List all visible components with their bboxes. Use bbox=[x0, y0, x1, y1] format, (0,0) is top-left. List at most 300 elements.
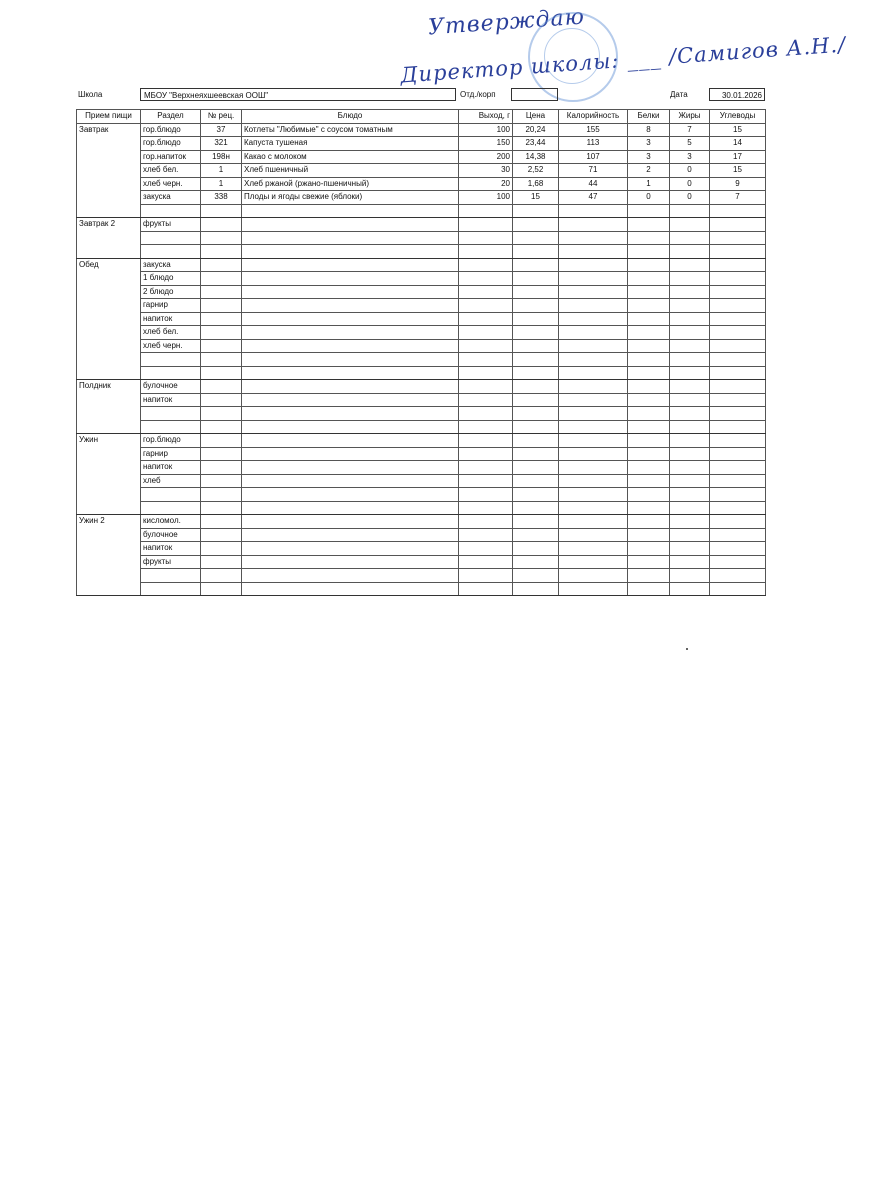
carbs-cell: 17 bbox=[710, 150, 766, 164]
recipe-cell bbox=[201, 447, 242, 461]
dish-cell: Какао с молоком bbox=[242, 150, 459, 164]
kcal-cell bbox=[559, 218, 628, 232]
price-cell bbox=[513, 501, 559, 515]
table-row bbox=[77, 164, 766, 178]
kcal-cell bbox=[559, 299, 628, 313]
kcal-cell bbox=[559, 474, 628, 488]
dish-cell bbox=[242, 407, 459, 421]
yield-cell bbox=[459, 285, 513, 299]
yield-cell bbox=[459, 272, 513, 286]
recipe-cell bbox=[201, 299, 242, 313]
section-cell: хлеб bbox=[141, 474, 201, 488]
yield-cell bbox=[459, 515, 513, 529]
stamp-inner-ring bbox=[544, 28, 600, 84]
kcal-cell: 47 bbox=[559, 191, 628, 205]
price-cell bbox=[513, 542, 559, 556]
kcal-cell bbox=[559, 447, 628, 461]
price-cell bbox=[513, 272, 559, 286]
recipe-cell bbox=[201, 285, 242, 299]
kcal-cell: 71 bbox=[559, 164, 628, 178]
recipe-cell bbox=[201, 353, 242, 367]
protein-cell bbox=[628, 420, 670, 434]
dish-cell bbox=[242, 447, 459, 461]
fat-cell bbox=[670, 515, 710, 529]
price-cell bbox=[513, 299, 559, 313]
dish-cell bbox=[242, 339, 459, 353]
recipe-cell bbox=[201, 474, 242, 488]
recipe-cell bbox=[201, 501, 242, 515]
protein-cell bbox=[628, 569, 670, 583]
price-cell: 2,52 bbox=[513, 164, 559, 178]
section-cell bbox=[141, 488, 201, 502]
recipe-cell bbox=[201, 420, 242, 434]
price-cell bbox=[513, 434, 559, 448]
recipe-cell: 338 bbox=[201, 191, 242, 205]
col-price: Цена bbox=[513, 110, 559, 124]
kcal-cell bbox=[559, 488, 628, 502]
recipe-cell bbox=[201, 204, 242, 218]
dish-cell bbox=[242, 285, 459, 299]
protein-cell bbox=[628, 218, 670, 232]
section-cell bbox=[141, 420, 201, 434]
carbs-cell bbox=[710, 420, 766, 434]
col-section: Раздел bbox=[141, 110, 201, 124]
table-row bbox=[77, 285, 766, 299]
kcal-cell bbox=[559, 326, 628, 340]
dish-cell: Хлеб пшеничный bbox=[242, 164, 459, 178]
recipe-cell bbox=[201, 488, 242, 502]
protein-cell bbox=[628, 326, 670, 340]
recipe-cell bbox=[201, 528, 242, 542]
section-cell: булочное bbox=[141, 528, 201, 542]
table-row bbox=[77, 231, 766, 245]
yield-cell bbox=[459, 366, 513, 380]
dish-cell bbox=[242, 582, 459, 596]
carbs-cell bbox=[710, 299, 766, 313]
carbs-cell bbox=[710, 542, 766, 556]
carbs-cell bbox=[710, 285, 766, 299]
price-cell: 23,44 bbox=[513, 137, 559, 151]
recipe-cell bbox=[201, 461, 242, 475]
fat-cell bbox=[670, 258, 710, 272]
dish-cell bbox=[242, 501, 459, 515]
dish-cell bbox=[242, 420, 459, 434]
table-row bbox=[77, 191, 766, 205]
fat-cell bbox=[670, 218, 710, 232]
recipe-cell bbox=[201, 245, 242, 259]
section-cell bbox=[141, 204, 201, 218]
carbs-cell bbox=[710, 461, 766, 475]
carbs-cell bbox=[710, 204, 766, 218]
fat-cell bbox=[670, 339, 710, 353]
protein-cell bbox=[628, 204, 670, 218]
meal-name-cell: Ужин bbox=[77, 434, 141, 515]
carbs-cell bbox=[710, 231, 766, 245]
price-cell bbox=[513, 218, 559, 232]
carbs-cell: 7 bbox=[710, 191, 766, 205]
recipe-cell: 1 bbox=[201, 164, 242, 178]
protein-cell: 1 bbox=[628, 177, 670, 191]
table-row bbox=[77, 204, 766, 218]
section-cell: фрукты bbox=[141, 218, 201, 232]
section-cell: 1 блюдо bbox=[141, 272, 201, 286]
recipe-cell bbox=[201, 312, 242, 326]
section-cell: хлеб черн. bbox=[141, 339, 201, 353]
fat-cell bbox=[670, 312, 710, 326]
table-row bbox=[77, 555, 766, 569]
yield-cell bbox=[459, 461, 513, 475]
yield-cell bbox=[459, 326, 513, 340]
yield-cell bbox=[459, 312, 513, 326]
kcal-cell bbox=[559, 393, 628, 407]
dish-cell: Котлеты "Любимые" с соусом томатным bbox=[242, 123, 459, 137]
fat-cell bbox=[670, 245, 710, 259]
dish-cell bbox=[242, 218, 459, 232]
dish-cell bbox=[242, 528, 459, 542]
kcal-cell bbox=[559, 231, 628, 245]
dept-field bbox=[511, 88, 558, 101]
table-row bbox=[77, 582, 766, 596]
section-cell bbox=[141, 569, 201, 583]
recipe-cell bbox=[201, 515, 242, 529]
table-row bbox=[77, 258, 766, 272]
section-cell: гор.блюдо bbox=[141, 137, 201, 151]
section-cell: напиток bbox=[141, 312, 201, 326]
table-row bbox=[77, 150, 766, 164]
price-cell bbox=[513, 582, 559, 596]
yield-cell bbox=[459, 339, 513, 353]
carbs-cell bbox=[710, 447, 766, 461]
carbs-cell bbox=[710, 353, 766, 367]
dish-cell bbox=[242, 258, 459, 272]
kcal-cell bbox=[559, 542, 628, 556]
table-row bbox=[77, 177, 766, 191]
carbs-cell bbox=[710, 312, 766, 326]
price-cell bbox=[513, 474, 559, 488]
price-cell bbox=[513, 447, 559, 461]
table-row bbox=[77, 339, 766, 353]
section-cell: хлеб черн. bbox=[141, 177, 201, 191]
protein-cell bbox=[628, 447, 670, 461]
price-cell bbox=[513, 231, 559, 245]
carbs-cell bbox=[710, 528, 766, 542]
dish-cell bbox=[242, 380, 459, 394]
recipe-cell bbox=[201, 380, 242, 394]
yield-cell bbox=[459, 407, 513, 421]
carbs-cell bbox=[710, 501, 766, 515]
kcal-cell bbox=[559, 353, 628, 367]
fat-cell bbox=[670, 380, 710, 394]
protein-cell bbox=[628, 434, 670, 448]
yield-cell bbox=[459, 380, 513, 394]
dish-cell bbox=[242, 434, 459, 448]
recipe-cell bbox=[201, 272, 242, 286]
yield-cell: 30 bbox=[459, 164, 513, 178]
kcal-cell: 155 bbox=[559, 123, 628, 137]
kcal-cell bbox=[559, 501, 628, 515]
carbs-cell: 15 bbox=[710, 164, 766, 178]
dish-cell bbox=[242, 326, 459, 340]
speck bbox=[686, 648, 688, 650]
kcal-cell bbox=[559, 555, 628, 569]
carbs-cell bbox=[710, 326, 766, 340]
protein-cell bbox=[628, 474, 670, 488]
meal-name-cell: Обед bbox=[77, 258, 141, 380]
dish-cell: Хлеб ржаной (ржано-пшеничный) bbox=[242, 177, 459, 191]
table-row bbox=[77, 326, 766, 340]
table-row bbox=[77, 366, 766, 380]
col-protein: Белки bbox=[628, 110, 670, 124]
kcal-cell bbox=[559, 204, 628, 218]
dish-cell: Капуста тушеная bbox=[242, 137, 459, 151]
recipe-cell bbox=[201, 569, 242, 583]
price-cell bbox=[513, 339, 559, 353]
yield-cell: 100 bbox=[459, 123, 513, 137]
yield-cell bbox=[459, 542, 513, 556]
kcal-cell bbox=[559, 366, 628, 380]
kcal-cell bbox=[559, 245, 628, 259]
fat-cell: 7 bbox=[670, 123, 710, 137]
fat-cell bbox=[670, 366, 710, 380]
kcal-cell: 44 bbox=[559, 177, 628, 191]
dish-cell bbox=[242, 366, 459, 380]
table-row bbox=[77, 353, 766, 367]
col-carbs: Углеводы bbox=[710, 110, 766, 124]
protein-cell bbox=[628, 461, 670, 475]
yield-cell: 100 bbox=[459, 191, 513, 205]
price-cell bbox=[513, 366, 559, 380]
section-cell: закуска bbox=[141, 258, 201, 272]
section-cell bbox=[141, 366, 201, 380]
protein-cell bbox=[628, 380, 670, 394]
carbs-cell bbox=[710, 488, 766, 502]
yield-cell bbox=[459, 555, 513, 569]
school-name-field: МБОУ "Верхнеяхшеевская ООШ" bbox=[140, 88, 456, 101]
kcal-cell bbox=[559, 285, 628, 299]
price-cell: 14,38 bbox=[513, 150, 559, 164]
carbs-cell: 15 bbox=[710, 123, 766, 137]
carbs-cell: 14 bbox=[710, 137, 766, 151]
fat-cell bbox=[670, 555, 710, 569]
recipe-cell bbox=[201, 393, 242, 407]
kcal-cell bbox=[559, 420, 628, 434]
dish-cell bbox=[242, 204, 459, 218]
carbs-cell bbox=[710, 434, 766, 448]
section-cell bbox=[141, 353, 201, 367]
fat-cell bbox=[670, 528, 710, 542]
price-cell bbox=[513, 461, 559, 475]
meal-name-cell: Полдник bbox=[77, 380, 141, 434]
kcal-cell bbox=[559, 528, 628, 542]
recipe-cell bbox=[201, 231, 242, 245]
price-cell bbox=[513, 393, 559, 407]
recipe-cell bbox=[201, 218, 242, 232]
protein-cell bbox=[628, 353, 670, 367]
recipe-cell bbox=[201, 326, 242, 340]
protein-cell: 8 bbox=[628, 123, 670, 137]
menu-table bbox=[76, 109, 766, 596]
price-cell bbox=[513, 312, 559, 326]
fat-cell bbox=[670, 542, 710, 556]
section-cell bbox=[141, 582, 201, 596]
dish-cell bbox=[242, 299, 459, 313]
kcal-cell bbox=[559, 434, 628, 448]
section-cell: гор.блюдо bbox=[141, 434, 201, 448]
carbs-cell bbox=[710, 258, 766, 272]
yield-cell bbox=[459, 204, 513, 218]
kcal-cell bbox=[559, 312, 628, 326]
table-row bbox=[77, 515, 766, 529]
table-row bbox=[77, 407, 766, 421]
table-row bbox=[77, 447, 766, 461]
fat-cell bbox=[670, 407, 710, 421]
table-row bbox=[77, 123, 766, 137]
yield-cell bbox=[459, 488, 513, 502]
yield-cell bbox=[459, 231, 513, 245]
protein-cell bbox=[628, 299, 670, 313]
section-cell: хлеб бел. bbox=[141, 164, 201, 178]
fat-cell bbox=[670, 461, 710, 475]
dish-cell bbox=[242, 555, 459, 569]
dish-cell bbox=[242, 245, 459, 259]
price-cell bbox=[513, 528, 559, 542]
protein-cell bbox=[628, 555, 670, 569]
approval-line-2: Директор школы: ___ /Самигов А.Н./ bbox=[399, 32, 847, 88]
protein-cell bbox=[628, 528, 670, 542]
dish-cell bbox=[242, 542, 459, 556]
price-cell bbox=[513, 407, 559, 421]
yield-cell bbox=[459, 501, 513, 515]
dish-cell bbox=[242, 312, 459, 326]
protein-cell bbox=[628, 582, 670, 596]
section-cell: гарнир bbox=[141, 299, 201, 313]
col-meal: Прием пищи bbox=[77, 110, 141, 124]
protein-cell bbox=[628, 339, 670, 353]
carbs-cell bbox=[710, 339, 766, 353]
protein-cell bbox=[628, 407, 670, 421]
carbs-cell bbox=[710, 474, 766, 488]
protein-cell bbox=[628, 366, 670, 380]
fat-cell bbox=[670, 326, 710, 340]
col-yield: Выход, г bbox=[459, 110, 513, 124]
fat-cell bbox=[670, 285, 710, 299]
approval-line-1: Утверждаю bbox=[427, 4, 586, 41]
section-cell: напиток bbox=[141, 542, 201, 556]
section-cell bbox=[141, 501, 201, 515]
meal-name-cell: Завтрак bbox=[77, 123, 141, 218]
table-row bbox=[77, 393, 766, 407]
yield-cell bbox=[459, 447, 513, 461]
price-cell: 20,24 bbox=[513, 123, 559, 137]
carbs-cell bbox=[710, 272, 766, 286]
protein-cell bbox=[628, 231, 670, 245]
fat-cell bbox=[670, 299, 710, 313]
fat-cell bbox=[670, 393, 710, 407]
table-row bbox=[77, 380, 766, 394]
dish-cell bbox=[242, 488, 459, 502]
yield-cell bbox=[459, 245, 513, 259]
fat-cell: 5 bbox=[670, 137, 710, 151]
fat-cell: 0 bbox=[670, 191, 710, 205]
recipe-cell bbox=[201, 407, 242, 421]
price-cell bbox=[513, 353, 559, 367]
yield-cell bbox=[459, 299, 513, 313]
price-cell bbox=[513, 569, 559, 583]
dish-cell bbox=[242, 461, 459, 475]
col-dish: Блюдо bbox=[242, 110, 459, 124]
recipe-cell: 198н bbox=[201, 150, 242, 164]
yield-cell bbox=[459, 218, 513, 232]
price-cell bbox=[513, 555, 559, 569]
protein-cell bbox=[628, 488, 670, 502]
col-kcal: Калорийность bbox=[559, 110, 628, 124]
kcal-cell bbox=[559, 582, 628, 596]
kcal-cell bbox=[559, 339, 628, 353]
table-row bbox=[77, 542, 766, 556]
table-row bbox=[77, 528, 766, 542]
section-cell bbox=[141, 407, 201, 421]
protein-cell bbox=[628, 272, 670, 286]
table-row bbox=[77, 434, 766, 448]
fat-cell bbox=[670, 569, 710, 583]
section-cell bbox=[141, 245, 201, 259]
kcal-cell: 113 bbox=[559, 137, 628, 151]
price-cell bbox=[513, 204, 559, 218]
fat-cell: 0 bbox=[670, 177, 710, 191]
kcal-cell bbox=[559, 515, 628, 529]
kcal-cell bbox=[559, 407, 628, 421]
dish-cell bbox=[242, 353, 459, 367]
carbs-cell bbox=[710, 407, 766, 421]
fat-cell bbox=[670, 231, 710, 245]
table-row bbox=[77, 474, 766, 488]
kcal-cell: 107 bbox=[559, 150, 628, 164]
table-row bbox=[77, 488, 766, 502]
table-row bbox=[77, 272, 766, 286]
recipe-cell bbox=[201, 555, 242, 569]
yield-cell bbox=[459, 434, 513, 448]
section-cell: кисломол. bbox=[141, 515, 201, 529]
fat-cell bbox=[670, 501, 710, 515]
fat-cell bbox=[670, 582, 710, 596]
price-cell bbox=[513, 258, 559, 272]
protein-cell bbox=[628, 312, 670, 326]
dish-cell: Плоды и ягоды свежие (яблоки) bbox=[242, 191, 459, 205]
yield-cell: 150 bbox=[459, 137, 513, 151]
carbs-cell bbox=[710, 569, 766, 583]
section-cell: хлеб бел. bbox=[141, 326, 201, 340]
recipe-cell: 1 bbox=[201, 177, 242, 191]
protein-cell bbox=[628, 501, 670, 515]
table-row bbox=[77, 245, 766, 259]
kcal-cell bbox=[559, 272, 628, 286]
section-cell: фрукты bbox=[141, 555, 201, 569]
dish-cell bbox=[242, 569, 459, 583]
fat-cell bbox=[670, 420, 710, 434]
carbs-cell bbox=[710, 582, 766, 596]
carbs-cell bbox=[710, 380, 766, 394]
col-recipe: № рец. bbox=[201, 110, 242, 124]
recipe-cell bbox=[201, 339, 242, 353]
section-cell: гор.напиток bbox=[141, 150, 201, 164]
carbs-cell bbox=[710, 366, 766, 380]
table-row bbox=[77, 218, 766, 232]
carbs-cell bbox=[710, 515, 766, 529]
section-cell: гарнир bbox=[141, 447, 201, 461]
section-cell: гор.блюдо bbox=[141, 123, 201, 137]
fat-cell bbox=[670, 204, 710, 218]
protein-cell: 0 bbox=[628, 191, 670, 205]
